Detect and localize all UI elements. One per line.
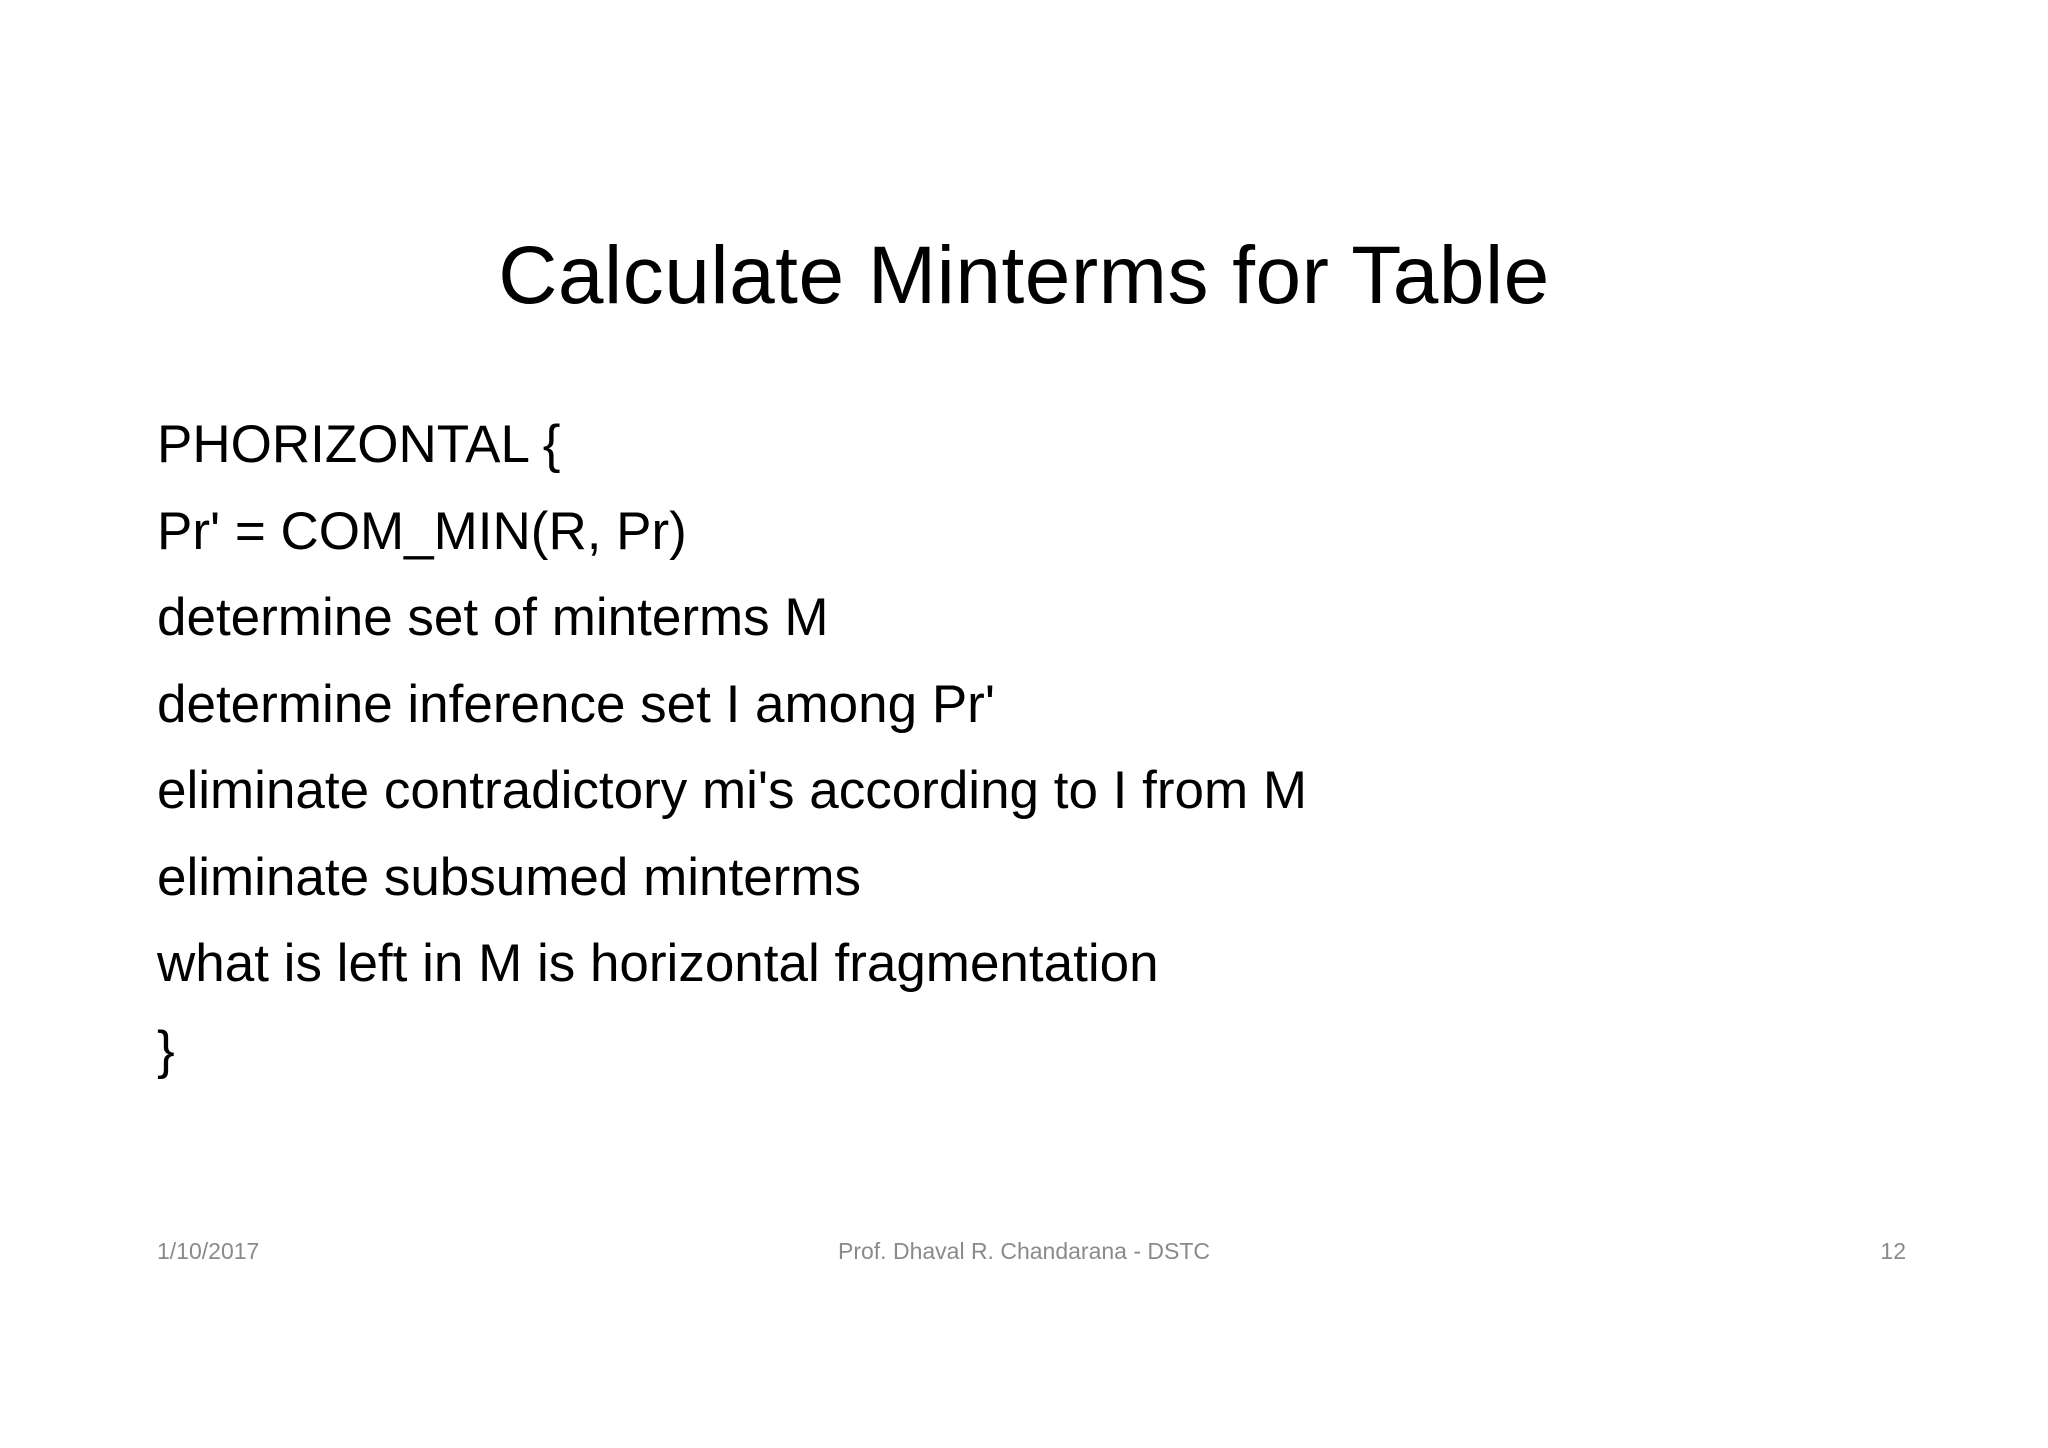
- slide-body: [157, 402, 1957, 1094]
- body-line: eliminate subsumed minterms: [157, 847, 861, 907]
- body-line: PHORIZONTAL {: [157, 415, 561, 474]
- slide-title: Calculate Minterms for Table: [498, 230, 1550, 321]
- body-line: eliminate contradictory mi's according to I from M: [157, 761, 1308, 820]
- body-line: what is left in M is horizontal fragmentation: [157, 934, 1159, 993]
- body-line: determine set of minterms M: [157, 588, 829, 647]
- body-line: determine inference set I among Pr': [157, 674, 995, 734]
- footer-date: 1/10/2017: [157, 1238, 260, 1264]
- footer-author: Prof. Dhaval R. Chandarana - DSTC: [838, 1238, 1210, 1264]
- body-line: }: [157, 1020, 175, 1080]
- footer-page-number: 12: [1880, 1238, 1906, 1264]
- body-line: Pr' = COM_MIN(R, Pr): [157, 501, 687, 561]
